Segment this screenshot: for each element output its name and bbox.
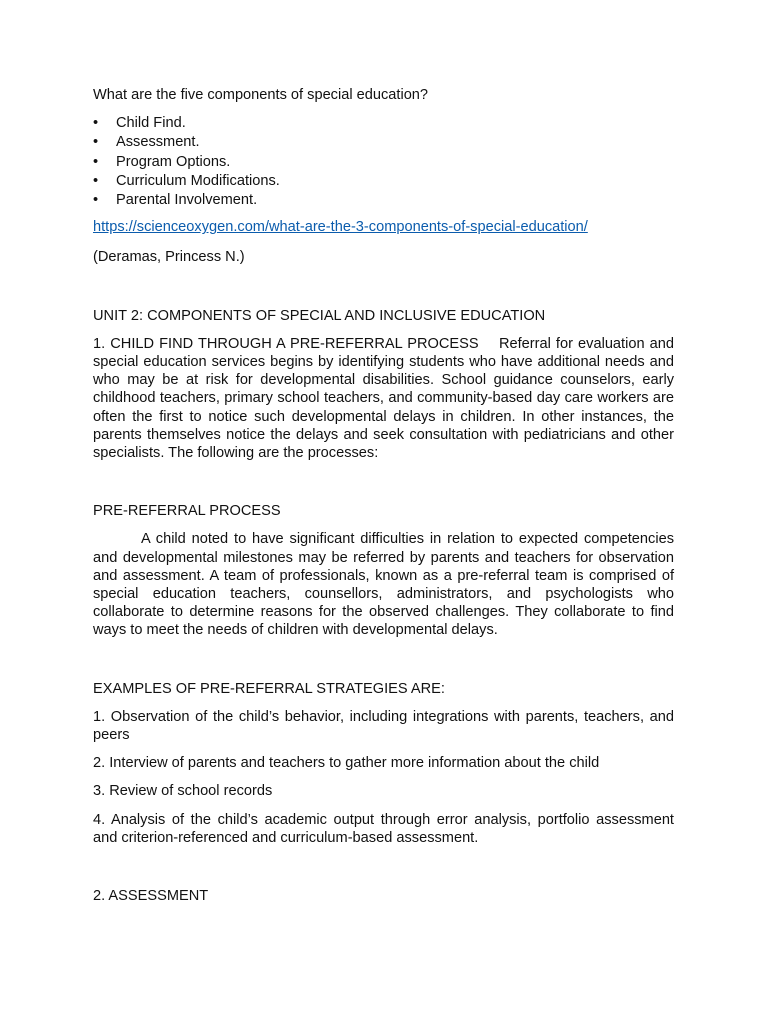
strategies-heading: EXAMPLES OF PRE-REFERRAL STRATEGIES ARE:: [93, 680, 445, 697]
bullet-icon: •: [93, 172, 99, 189]
unit-title: UNIT 2: COMPONENTS OF SPECIAL AND INCLUSIVE EDUCATION: [93, 307, 546, 324]
list-item: [93, 153, 674, 171]
list-item-text: Program Options.: [116, 153, 231, 170]
question-heading: What are the five components of special education?: [93, 87, 429, 103]
pre-referral-body: A child noted to have significant difficulties in relation to expected competencies and developmental milestones may be referred by parents and teachers for observation and assessment. A team of professionals, known as a pre-referral team is comprised of special education teachers, counsellors, administrators, and psychologists who collaborate to determine reasons for the observed challenges. They collaborate to find ways to meet the needs of children with developmental delays.: [93, 531, 674, 639]
assessment-heading: 2. ASSESSMENT: [93, 888, 209, 905]
list-item-text: Assessment.: [116, 134, 200, 151]
list-item-text: Curriculum Modifications.: [116, 172, 280, 189]
child-find-body: Referral for evaluation and special education services begins by identifying students who have additional needs and who may be at risk for developmental disabilities. School guidance counselors, early childhood teachers, primary school teachers, and community-based day care workers are often the first to notice such developmental delays in children. In other instances, the parents themselves notice the delays and seek consultation with pediatricians and other specialists. The following are the processes:: [93, 335, 675, 462]
list-item: [93, 191, 674, 209]
list-item-text: Parental Involvement.: [116, 192, 258, 209]
bullet-icon: •: [93, 115, 99, 132]
bullet-icon: •: [93, 192, 99, 209]
components-list: [93, 114, 674, 209]
list-item-text: Child Find.: [116, 115, 186, 132]
document-page: [93, 86, 674, 905]
child-find-paragraph: [93, 335, 674, 462]
child-find-heading: 1. CHILD FIND THROUGH A PRE-REFERRAL PROCESS: [93, 335, 479, 352]
strategy-item: 3. Review of school records: [93, 783, 273, 800]
bullet-icon: •: [93, 153, 99, 170]
list-item: [93, 172, 674, 190]
strategy-item: 1. Observation of the child’s behavior, including integrations with parents, teachers, and peers: [93, 708, 674, 744]
list-item: [93, 114, 674, 132]
attribution: (Deramas, Princess N.): [93, 249, 245, 266]
bullet-icon: •: [93, 134, 99, 151]
pre-referral-heading: PRE-REFERRAL PROCESS: [93, 503, 281, 520]
list-item: [93, 133, 674, 151]
strategy-item: 4. Analysis of the child’s academic output through error analysis, portfolio assessment and criterion-referenced and curriculum-based assessment.: [93, 811, 674, 846]
source-link[interactable]: https://scienceoxygen.com/what-are-the-3-components-of-special-education/: [93, 219, 588, 236]
strategy-item: 2. Interview of parents and teachers to gather more information about the child: [93, 755, 600, 772]
